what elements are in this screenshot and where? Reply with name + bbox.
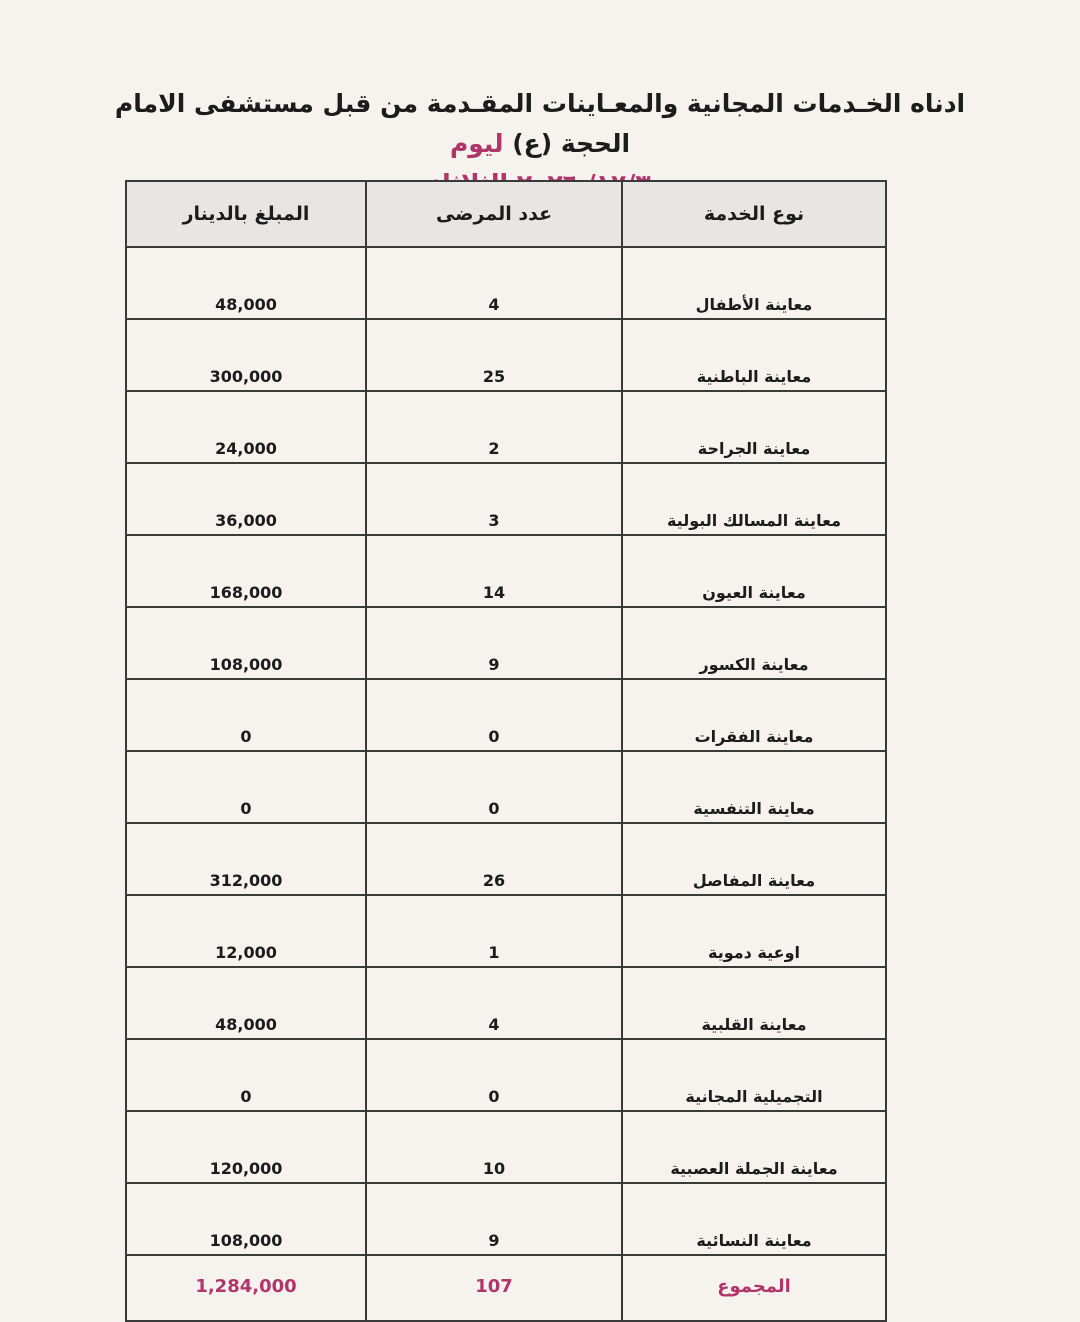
cell-amount: 0 [126,1039,366,1111]
cell-service: معاينة المفاصل [622,823,886,895]
cell-patients: 9 [366,1183,622,1255]
cell-patients: 14 [366,535,622,607]
table-row [126,535,886,607]
cell-patients: 1 [366,895,622,967]
table-row [126,1111,886,1183]
cell-service: معاينة الجملة العصبية [622,1111,886,1183]
cell-service: معاينة الجراحة [622,391,886,463]
cell-amount: 36,000 [126,463,366,535]
cell-patients: 10 [366,1111,622,1183]
cell-patients: 9 [366,607,622,679]
cell-amount: 48,000 [126,967,366,1039]
table-body [126,247,886,1321]
cell-amount: 168,000 [126,535,366,607]
cell-amount: 300,000 [126,319,366,391]
cell-amount: 312,000 [126,823,366,895]
table-row [126,895,886,967]
cell-amount: 0 [126,751,366,823]
cell-service: معاينة القلبية [622,967,886,1039]
title-main-text: ادناه الخـدمات المجانية والمعـاينات المقـدمة من قبل مستشفى الامام الحجة (ع) [114,89,966,158]
cell-patients: 25 [366,319,622,391]
table-row [126,319,886,391]
cell-patients: 2 [366,391,622,463]
cell-amount: 48,000 [126,247,366,319]
title-accent-text: ليوم [449,129,504,158]
table-row [126,1039,886,1111]
table-row [126,391,886,463]
cell-service: معاينة الأطفال [622,247,886,319]
cell-service: التجميلية المجانية [622,1039,886,1111]
total-row [126,1255,886,1321]
header-service-type: نوع الخدمة [622,181,886,247]
cell-patients: 4 [366,967,622,1039]
table-row [126,679,886,751]
table-row [126,1183,886,1255]
cell-amount: 24,000 [126,391,366,463]
cell-patients: 0 [366,679,622,751]
cell-amount: 12,000 [126,895,366,967]
cell-service: معاينة الفقرات [622,679,886,751]
cell-amount: 0 [126,679,366,751]
services-table [125,180,887,1322]
total-patients: 107 [366,1255,622,1321]
cell-patients: 0 [366,751,622,823]
cell-service: معاينة العيون [622,535,886,607]
cell-patients: 4 [366,247,622,319]
table-row [126,967,886,1039]
cell-service: معاينة الباطنية [622,319,886,391]
header-amount-dinar: المبلغ بالدينار [126,181,366,247]
table-header-row [126,181,886,247]
cell-amount: 120,000 [126,1111,366,1183]
total-label: المجموع [622,1255,886,1321]
table-row [126,607,886,679]
cell-service: معاينة المسالك البولية [622,463,886,535]
cell-patients: 3 [366,463,622,535]
table-row [126,823,886,895]
cell-patients: 0 [366,1039,622,1111]
table-row [126,751,886,823]
cell-amount: 108,000 [126,1183,366,1255]
header-patient-count: عدد المرضى [366,181,622,247]
cell-service: معاينة الكسور [622,607,886,679]
cell-service: معاينة التنفسية [622,751,886,823]
cell-service: معاينة النسائية [622,1183,886,1255]
table-row [126,463,886,535]
title-line-1 [90,84,990,164]
table-row [126,247,886,319]
cell-service: اوعية دموية [622,895,886,967]
cell-amount: 108,000 [126,607,366,679]
total-amount: 1,284,000 [126,1255,366,1321]
cell-patients: 26 [366,823,622,895]
